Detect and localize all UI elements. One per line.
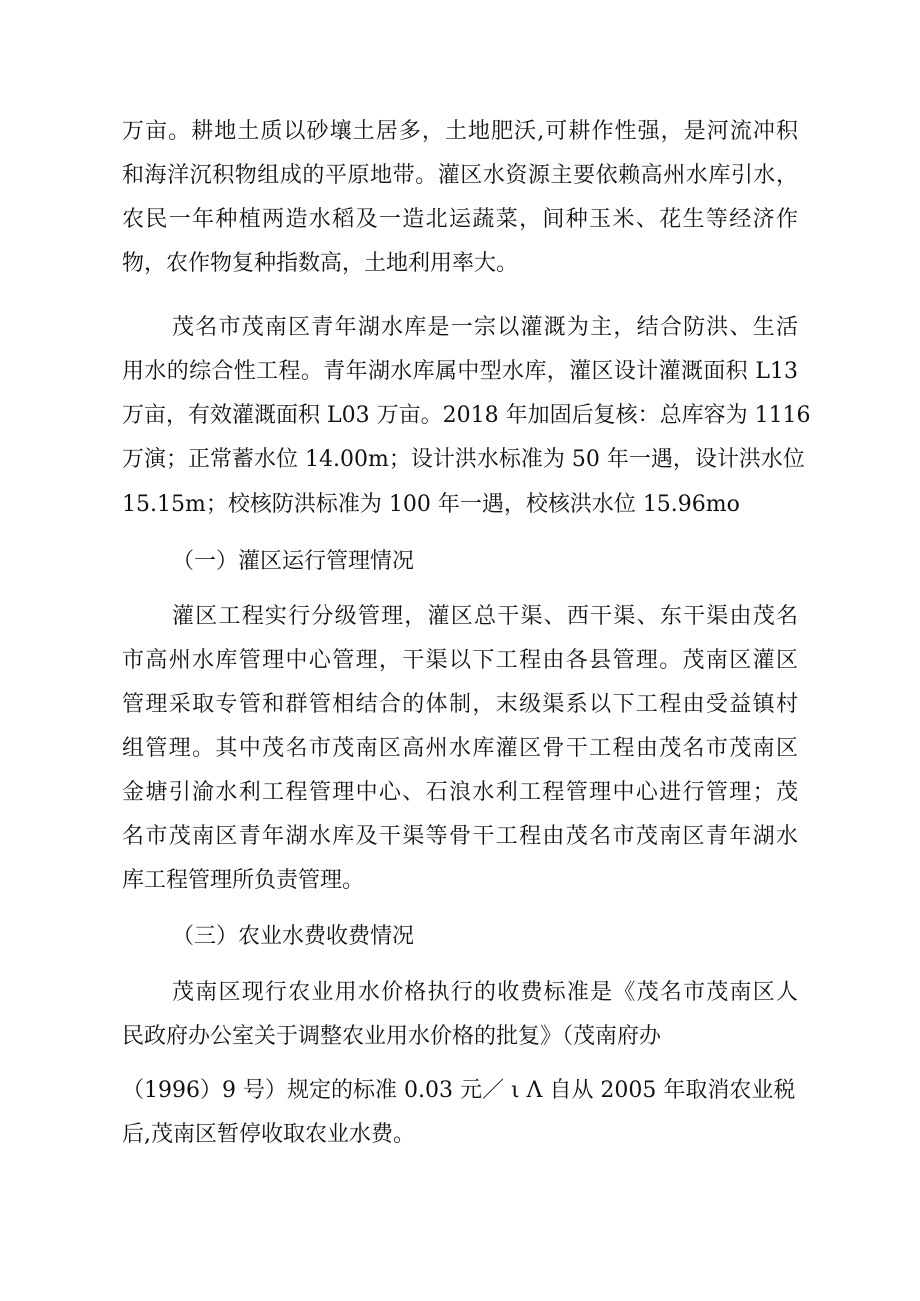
- paragraph-4-line-3: （1996）9 号）规定的标准 0.03 元／ ι Λ 自从 2005 年取消农业税: [122, 1078, 796, 1103]
- section-heading-1: （一）灌区运行管理情况: [172, 549, 415, 574]
- paragraph-4-line-1: 茂南区现行农业用水价格执行的收费标准是《茂名市茂南区人: [172, 980, 798, 1005]
- section-heading-3: （三）农业水费收费情况: [172, 924, 415, 949]
- paragraph-2-line-1: 茂名市茂南区青年湖水库是一宗以灌溉为主，结合防洪、生活: [172, 315, 798, 340]
- paragraph-2-line-4: 万演；正常蓄水位 14.00m；设计洪水标准为 50 年一遇，设计洪水位: [122, 447, 805, 472]
- paragraph-1-line-3: 农民一年种植两造水稻及一造北运蔬菜，间种玉米、花生等经济作: [122, 207, 798, 232]
- paragraph-4-line-2: 民政府办公室关于调整农业用水价格的批复》（茂南府办: [122, 1024, 662, 1049]
- paragraph-3-line-6: 名市茂南区青年湖水库及干渠等骨干工程由茂名市茂南区青年湖水: [122, 824, 798, 849]
- paragraph-1-line-2: 和海洋沉积物组成的平原地带。灌区水资源主要依赖高州水库引水，: [122, 163, 798, 188]
- paragraph-2-line-5: 15.15m；校核防洪标准为 100 年一遇，校核洪水位 15.96mo: [122, 492, 740, 517]
- paragraph-3-line-5: 金塘引渝水利工程管理中心、石浪水利工程管理中心进行管理；茂: [122, 780, 798, 805]
- paragraph-3-line-4: 组管理。其中茂名市茂南区高州水库灌区骨干工程由茂名市茂南区: [122, 736, 798, 761]
- paragraph-1-line-4: 物，农作物复种指数高，土地利用率大。: [122, 251, 519, 276]
- paragraph-2-line-3: 万亩，有效灌溉面积 L03 万亩。2018 年加固后复核：总库容为 1116: [122, 403, 811, 428]
- paragraph-3-line-7: 库工程管理所负责管理。: [122, 868, 365, 893]
- paragraph-3-line-1: 灌区工程实行分级管理，灌区总干渠、西干渠、东干渠由茂名: [172, 604, 798, 629]
- paragraph-3-line-3: 管理采取专管和群管相结合的体制，末级渠系以下工程由受益镇村: [122, 692, 798, 717]
- paragraph-2-line-2: 用水的综合性工程。青年湖水库属中型水库，灌区设计灌溉面积 L13: [122, 359, 798, 384]
- paragraph-4-line-4: 后,茂南区暂停收取农业水费。: [122, 1122, 415, 1147]
- paragraph-3-line-2: 市高州水库管理中心管理，干渠以下工程由各县管理。茂南区灌区: [122, 648, 798, 673]
- paragraph-1-line-1: 万亩。耕地土质以砂壤土居多，土地肥沃,可耕作性强，是河流冲积: [122, 119, 798, 144]
